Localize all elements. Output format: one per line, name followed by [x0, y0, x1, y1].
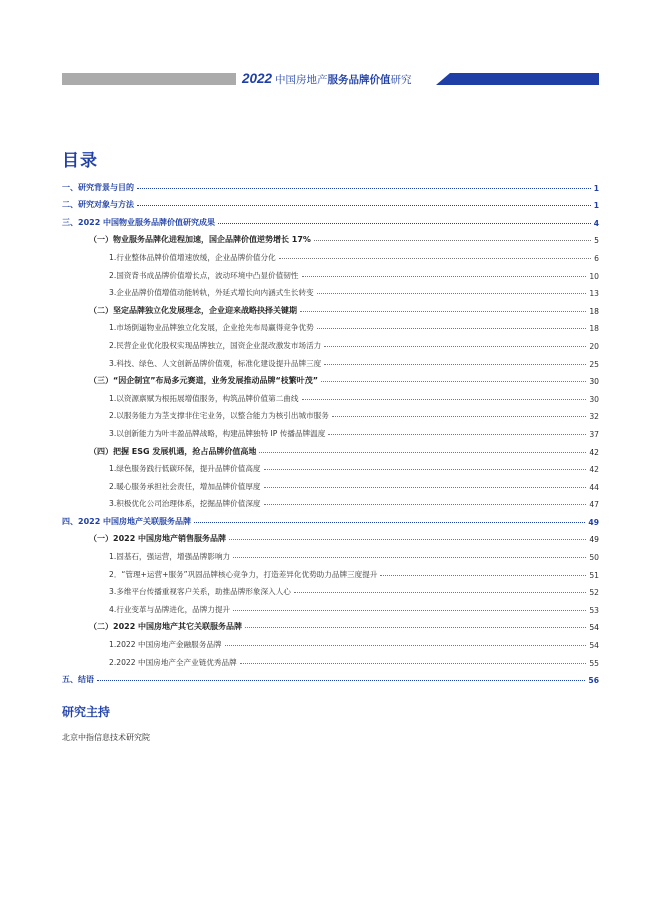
toc-entry-title: 2．“管理+运营+服务”巩固品牌核心竞争力，打造差异化优势助力品牌三度提升	[109, 569, 378, 579]
toc-entry-title: 2.以服务能力为茎支撑非住宅业务，以整合能力为核引出城市服务	[109, 411, 329, 421]
toc-entry-title: （二）2022 中国房地产其它关联服务品牌	[89, 622, 243, 632]
toc-entry[interactable]	[62, 650, 599, 668]
toc-entry-page: 18	[589, 306, 599, 316]
toc-entry-title: （二）坚定品牌独立化发展理念，企业迎来战略抉择关键期	[89, 305, 297, 315]
toc-leader-dots	[264, 504, 587, 505]
header-band-right	[436, 73, 599, 85]
toc-title: 目录	[62, 151, 98, 171]
toc-leader-dots	[380, 575, 586, 576]
toc-leader-dots	[240, 663, 587, 664]
toc-leader-dots	[233, 557, 586, 558]
header-part1: 中国房地产	[275, 74, 328, 86]
header-band-left	[62, 73, 236, 85]
toc-leader-dots	[324, 346, 586, 347]
toc-entry-title: 3.积极优化公司治理体系，挖掘品牌价值深度	[109, 499, 261, 509]
toc-entry-page: 42	[589, 465, 599, 475]
toc-entry-page: 47	[589, 500, 599, 510]
toc-entry-page: 10	[589, 271, 599, 281]
toc-entry-title: 3.科技、绿色、人文创新品牌价值观，标准化建设提升品牌三度	[109, 358, 322, 368]
toc-entry-page: 42	[589, 447, 599, 457]
toc-entry-page: 53	[589, 605, 599, 615]
toc-entry-page: 55	[589, 658, 599, 668]
toc-entry[interactable]	[62, 175, 599, 193]
toc-leader-dots	[225, 645, 587, 646]
toc-entry-title: 2.2022 中国房地产全产业链优秀品牌	[109, 657, 237, 667]
toc-entry[interactable]	[62, 597, 599, 615]
toc-entry[interactable]	[62, 351, 599, 369]
toc-entry-page: 32	[589, 412, 599, 422]
host-title: 研究主持	[62, 705, 111, 719]
toc-entry-page: 52	[589, 588, 599, 598]
toc-leader-dots	[324, 364, 586, 365]
toc-leader-dots	[332, 416, 586, 417]
toc-entry[interactable]	[62, 615, 599, 633]
toc-entry-title: 三、2022 中国物业服务品牌价值研究成果	[62, 217, 216, 227]
toc-entry-page: 30	[589, 377, 599, 387]
toc-entry[interactable]	[62, 333, 599, 351]
toc-entry-title: 3.以创新能力为叶丰盈品牌战略，构建品牌独特 IP 传播品牌温度	[109, 428, 326, 438]
toc-leader-dots	[317, 328, 587, 329]
toc-entry-page: 49	[588, 517, 599, 527]
toc-entry-title: 2.民营企业优化股权实现品牌独立，国资企业混改激发市场活力	[109, 340, 322, 350]
toc-entry-page: 37	[589, 429, 599, 439]
toc-leader-dots	[314, 240, 591, 241]
toc-entry-title: 4.行业变革与品牌进化，品牌力提升	[109, 604, 231, 614]
toc-entry[interactable]	[62, 404, 599, 422]
toc-leader-dots	[97, 680, 585, 681]
toc-entry-page: 54	[589, 641, 599, 651]
toc-entry[interactable]	[62, 544, 599, 562]
toc-entry-page: 5	[594, 236, 599, 246]
toc-entry[interactable]	[62, 193, 599, 211]
toc-entry-page: 56	[588, 676, 599, 686]
toc-entry[interactable]	[62, 316, 599, 334]
toc-entry[interactable]	[62, 421, 599, 439]
toc-entry-page: 51	[589, 570, 599, 580]
toc-leader-dots	[317, 293, 587, 294]
toc-leader-dots	[229, 539, 586, 540]
toc-entry-page: 49	[589, 535, 599, 545]
toc-leader-dots	[321, 381, 586, 382]
toc-leader-dots	[328, 434, 586, 435]
toc-entry[interactable]	[62, 439, 599, 457]
toc-entry-title: （一）物业服务品牌化进程加速，国企品牌价值逆势增长 17%	[89, 235, 311, 245]
toc-entry-page: 50	[589, 553, 599, 563]
toc-entry[interactable]	[62, 527, 599, 545]
toc-entry-title: 二、研究对象与方法	[62, 200, 134, 210]
host-organization: 北京中指信息技术研究院	[62, 733, 150, 742]
toc-entry-title: （四）把握 ESG 发展机遇，抢占品牌价值高地	[89, 446, 257, 456]
toc-entry-title: （一）2022 中国房地产销售服务品牌	[89, 534, 227, 544]
toc-entry-page: 18	[589, 324, 599, 334]
toc-entry[interactable]	[62, 457, 599, 475]
toc-entry[interactable]	[62, 245, 599, 263]
toc-entry[interactable]	[62, 632, 599, 650]
toc-entry-title: 五、结语	[62, 675, 94, 685]
toc-entry-title: 1.以资源禀赋为根拓展增值服务，构筑品牌价值第二曲线	[109, 393, 299, 403]
toc-entry-title: 3.企业品牌价值增值动能转轨，外延式增长向内涵式生长转变	[109, 288, 314, 298]
toc-entry-page: 25	[589, 359, 599, 369]
toc-leader-dots	[300, 311, 586, 312]
header-part2: 服务品牌价值	[327, 74, 391, 86]
toc-leader-dots	[264, 487, 587, 488]
toc-entry[interactable]	[62, 228, 599, 246]
toc-entry-title: 2.国资背书成品牌价值增长点，波动环境中凸显价值韧性	[109, 270, 299, 280]
toc-entry-page: 1	[593, 201, 599, 211]
toc-leader-dots	[218, 223, 591, 224]
toc-entry-page: 1	[593, 183, 599, 193]
toc-entry-page: 4	[593, 218, 599, 228]
toc-entry-title: 四、2022 中国房地产关联服务品牌	[62, 516, 192, 526]
table-of-contents	[62, 175, 599, 685]
toc-entry-page: 13	[589, 289, 599, 299]
header-part3: 研究	[390, 74, 412, 86]
toc-entry-page: 6	[594, 253, 599, 263]
toc-leader-dots	[137, 205, 591, 206]
toc-entry-page: 30	[589, 394, 599, 404]
toc-entry[interactable]	[62, 580, 599, 598]
toc-leader-dots	[302, 399, 587, 400]
toc-entry-page: 54	[589, 623, 599, 633]
toc-leader-dots	[233, 610, 586, 611]
toc-entry[interactable]	[62, 369, 599, 387]
toc-leader-dots	[259, 452, 586, 453]
toc-entry[interactable]	[62, 509, 599, 527]
toc-entry-title: 1.行业整体品牌价值增速放缓，企业品牌价值分化	[109, 252, 276, 262]
toc-leader-dots	[279, 258, 591, 259]
toc-entry[interactable]	[62, 263, 599, 281]
header-title	[242, 70, 412, 88]
header-year: 2022	[242, 71, 273, 86]
toc-entry-title: 2.暖心服务承担社会责任，增加品牌价值厚度	[109, 481, 261, 491]
toc-entry[interactable]	[62, 492, 599, 510]
toc-entry-title: 1.2022 中国房地产金融服务品牌	[109, 640, 222, 650]
toc-entry[interactable]	[62, 298, 599, 316]
toc-entry[interactable]	[62, 281, 599, 299]
toc-entry[interactable]	[62, 210, 599, 228]
toc-entry[interactable]	[62, 386, 599, 404]
toc-entry-title: （三）“因企制宜”布局多元赛道，业务发展推动品牌“枝繁叶茂”	[89, 376, 319, 386]
toc-entry-page: 20	[589, 341, 599, 351]
toc-entry-page: 44	[589, 482, 599, 492]
toc-leader-dots	[194, 522, 585, 523]
toc-leader-dots	[294, 592, 586, 593]
toc-entry-title: 1.绿色服务践行低碳环保，提升品牌价值高度	[109, 464, 261, 474]
toc-leader-dots	[245, 627, 586, 628]
toc-entry[interactable]	[62, 562, 599, 580]
toc-entry-title: 一、研究背景与目的	[62, 182, 134, 192]
toc-entry[interactable]	[62, 668, 599, 686]
toc-entry[interactable]	[62, 474, 599, 492]
toc-entry-title: 1.市场倒逼物业品牌独立化发展，企业抢先布局赢得竞争优势	[109, 323, 314, 333]
toc-leader-dots	[264, 469, 587, 470]
toc-entry-title: 1.固基石，强运营，增强品牌影响力	[109, 552, 231, 562]
toc-leader-dots	[137, 188, 591, 189]
toc-entry-title: 3.多维平台传播重视客户关系，助推品牌形象深入人心	[109, 587, 291, 597]
toc-leader-dots	[302, 276, 587, 277]
